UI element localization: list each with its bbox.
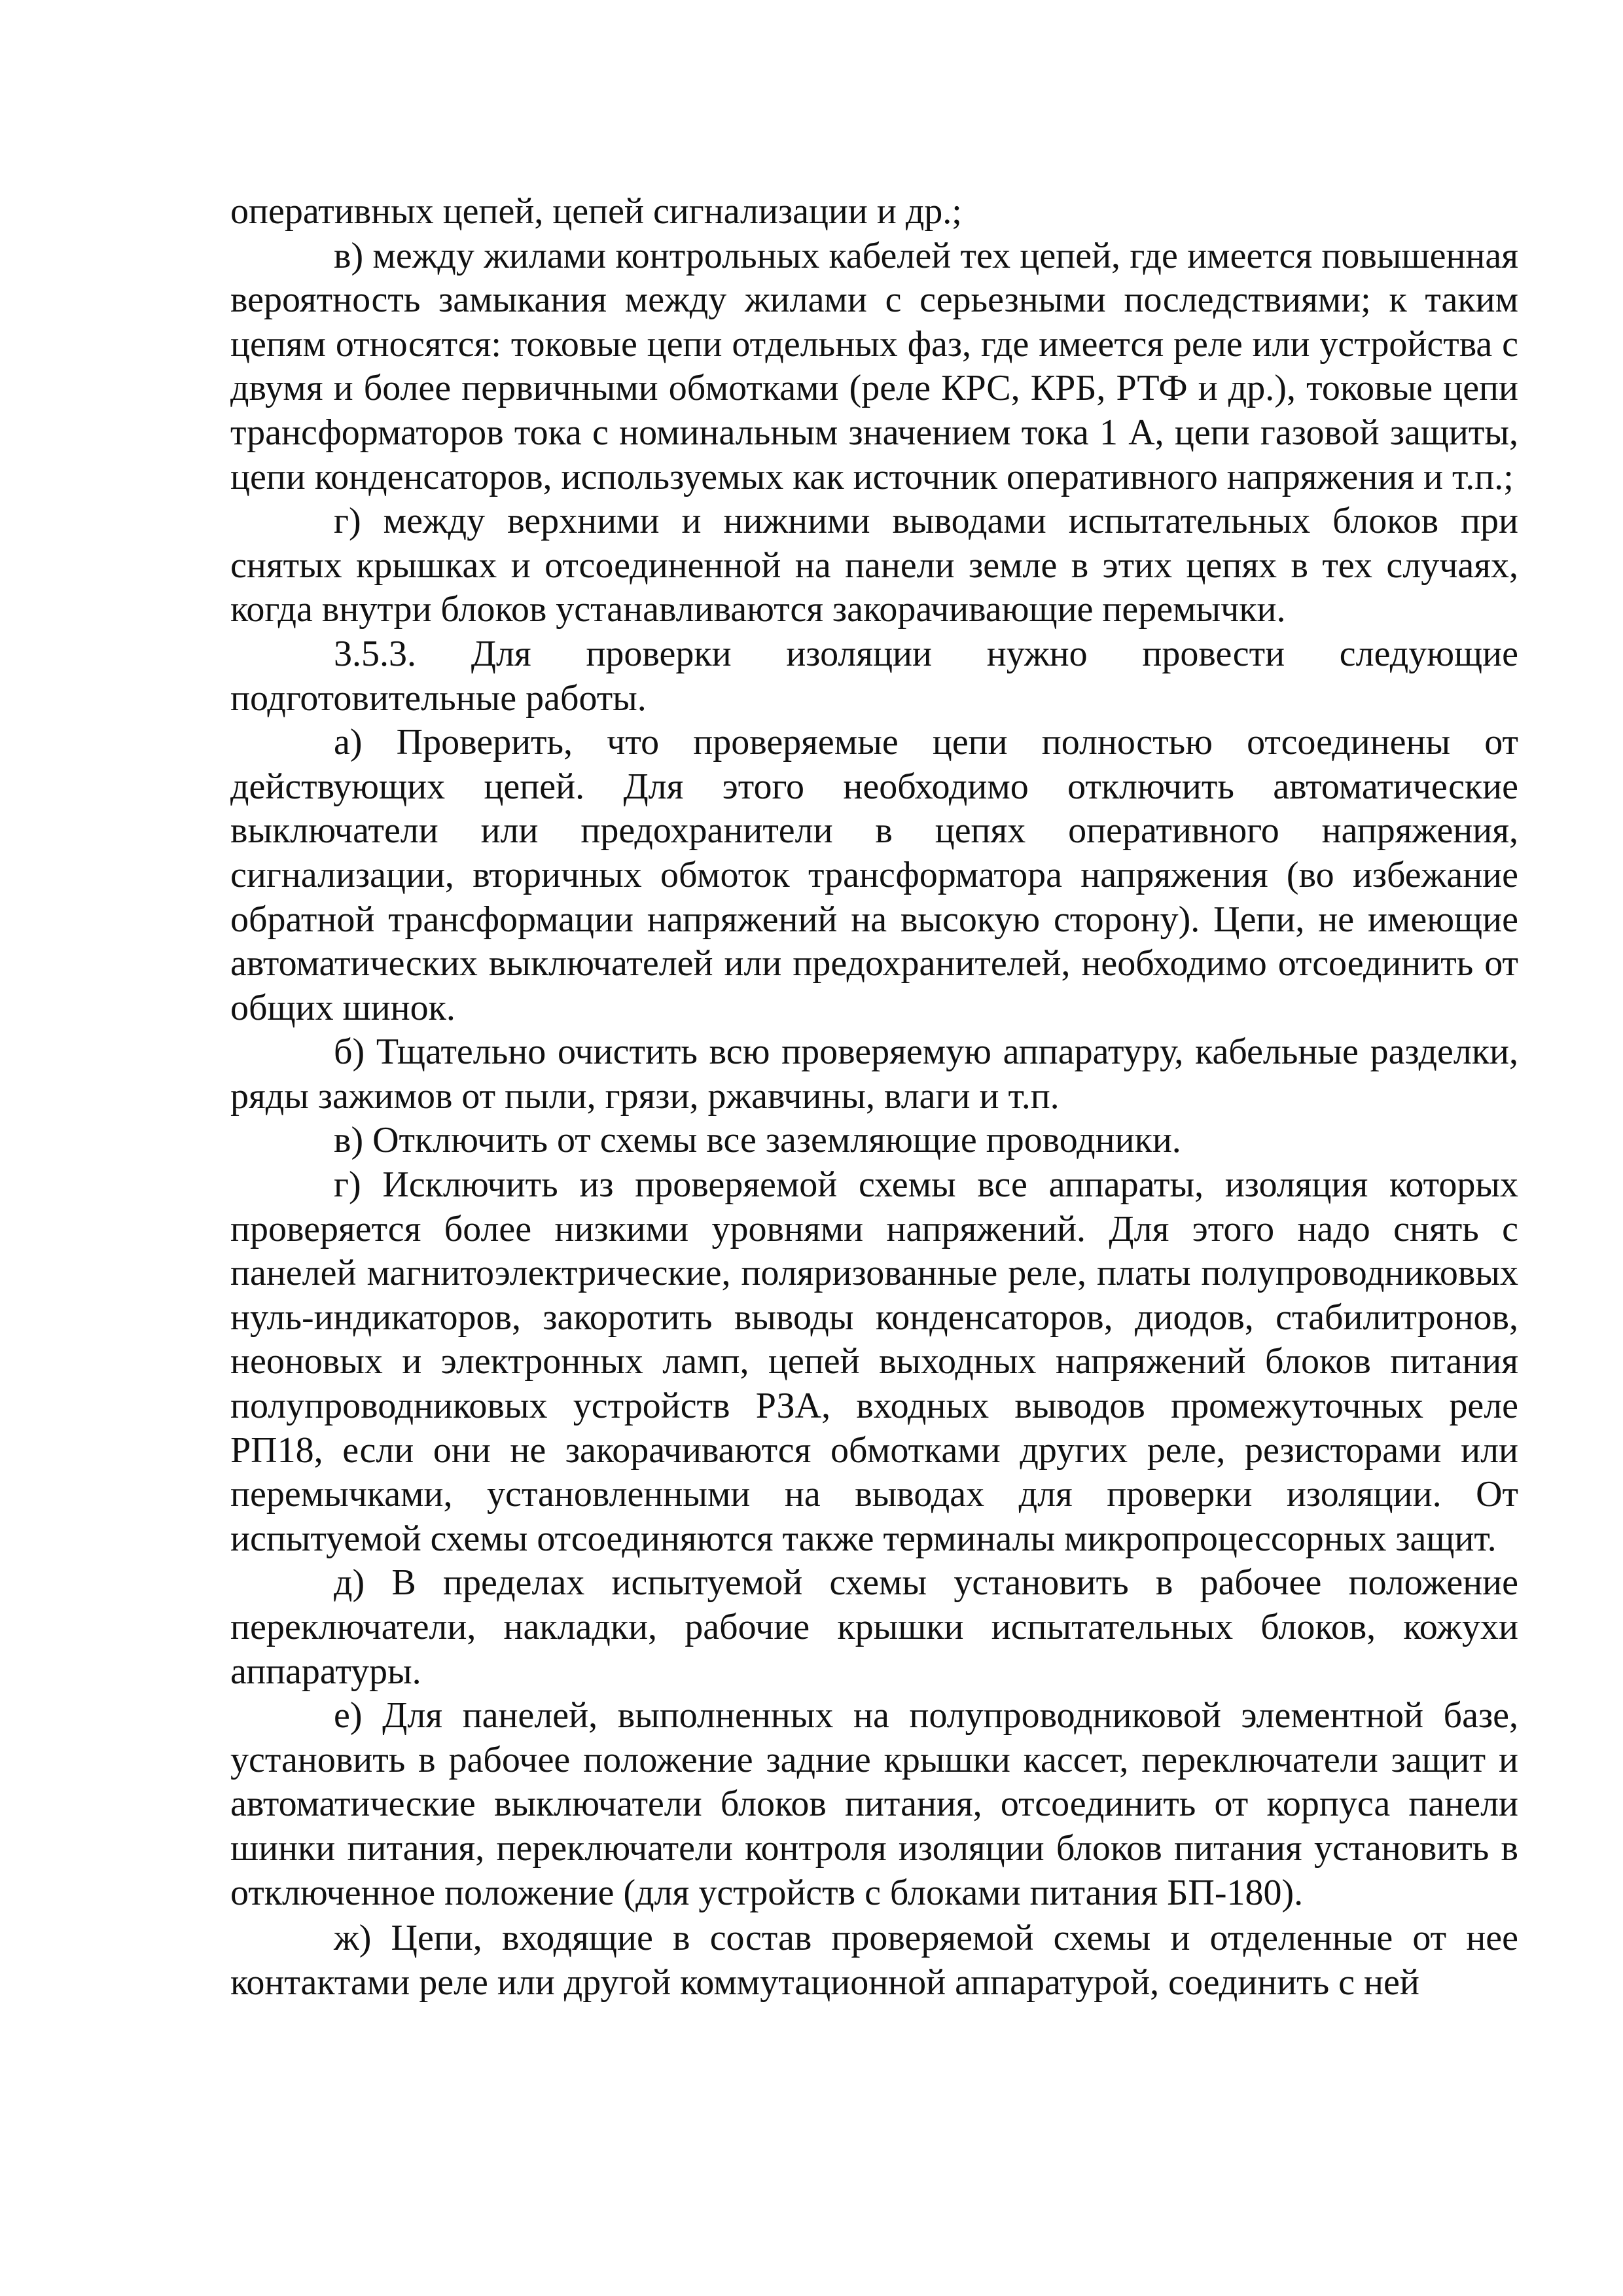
paragraph-item-v: в) между жилами контрольных кабелей тех цепей, где имеется повышенная вероятность замыкания между жилами с серьезными последствиями; к таким цепям относятся: токовые цепи отдельных фаз, где имеется реле или устройства с двумя и более первичными обмотками (реле КРС, КРБ, РТФ и др.), токовые цепи трансформаторов тока с номинальным значением тока 1 А, цепи газовой защиты, цепи конденсаторов, используемых как источник оперативного напряжения и т.п.; bbox=[230, 235, 1518, 497]
paragraph-item-g: г) между верхними и нижними выводами испытательных блоков при снятых крышках и отсоединенной на панели земле в этих цепях в тех случаях, когда внутри блоков устанавливаются закорачивающие перемычки. bbox=[230, 501, 1518, 630]
paragraph-item-d: д) В пределах испытуемой схемы установить в рабочее положение переключатели, накладки, рабочие крышки испытательных блоков, кожухи аппаратуры. bbox=[230, 1562, 1518, 1692]
paragraph-item-e: е) Для панелей, выполненных на полупроводниковой элементной базе, установить в рабочее положение задние крышки кассет, переключатели защит и автоматические выключатели блоков питания, отсоединить от корпуса панели шинки питания, переключатели контроля изоляции блоков питания установить в отключенное положение (для устройств с блоками питания БП-180). bbox=[230, 1695, 1518, 1913]
paragraph-item-g2: г) Исключить из проверяемой схемы все аппараты, изоляция которых проверяется более низкими уровнями напряжений. Для этого надо снять с панелей магнитоэлектрические, поляризованные реле, платы полупроводниковых нуль-индикаторов, закоротить выводы конденсаторов, диодов, стабилитронов, неоновых и электронных ламп, цепей выходных напряжений блоков питания полупроводниковых устройств РЗА, входных выводов промежуточных реле РП18, если они не закорачиваются обмотками других реле, резисторами или перемычками, установленными на выводах для проверки изоляции. От испытуемой схемы отсоединяются также терминалы микропроцессорных защит. bbox=[230, 1164, 1518, 1559]
paragraph-item-b: б) Тщательно очистить всю проверяемую аппаратуру, кабельные разделки, ряды зажимов от пыли, грязи, ржавчины, влаги и т.п. bbox=[230, 1031, 1518, 1117]
paragraph-item-a: а) Проверить, что проверяемые цепи полностью отсоединены от действующих цепей. Для этого необходимо отключить автоматические выключатели или предохранители в цепях оперативного напряжения, сигнализации, вторичных обмоток трансформатора напряжения (во избежание обратной трансформации напряжений на высокую сторону). Цепи, не имеющие автоматических выключателей или предохранителей, необходимо отсоединить от общих шинок. bbox=[230, 722, 1518, 1028]
document-body bbox=[230, 190, 1518, 2005]
paragraph-item-zh: ж) Цепи, входящие в состав проверяемой схемы и отделенные от нее контактами реле или другой коммутационной аппаратурой, соединить с ней bbox=[230, 1918, 1518, 2003]
paragraph-item-v2: в) Отключить от схемы все заземляющие проводники. bbox=[334, 1120, 1181, 1161]
paragraph-continuation: оперативных цепей, цепей сигнализации и др.; bbox=[230, 191, 962, 232]
paragraph-section-3-5-3: 3.5.3. Для проверки изоляции нужно провести следующие подготовительные работы. bbox=[230, 633, 1518, 719]
